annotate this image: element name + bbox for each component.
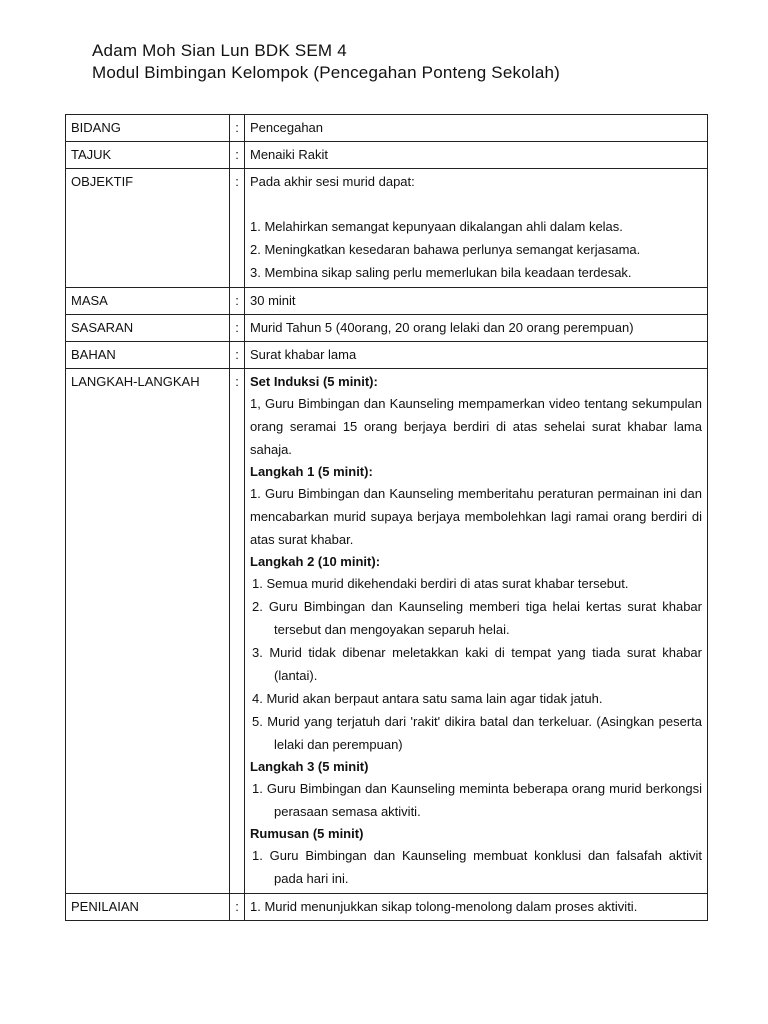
value-sasaran: Murid Tahun 5 (40orang, 20 orang lelaki dan 20 orang perempuan): [245, 315, 708, 342]
row-bidang: [66, 115, 708, 142]
langkah2-item: 5. Murid yang terjatuh dari 'rakit' dikira batal dan terkeluar. (Asingkan peserta lelaki dan perempuan): [252, 714, 702, 752]
langkah1-heading: Langkah 1 (5 minit):: [250, 464, 373, 479]
row-tajuk: [66, 142, 708, 169]
set-induksi-heading: Set Induksi (5 minit):: [250, 374, 378, 389]
colon: :: [230, 142, 245, 169]
row-sasaran: [66, 315, 708, 342]
colon: :: [230, 288, 245, 315]
set-induksi-text: 1, Guru Bimbingan dan Kaunseling mempamerkan video tentang sekumpulan orang seramai 15 orang berjaya berdiri di atas sehelai surat khabar lama sahaja.: [250, 396, 702, 457]
rumusan-heading: Rumusan (5 minit): [250, 826, 364, 841]
label-langkah: LANGKAH-LANGKAH: [66, 369, 230, 894]
label-bidang: BIDANG: [66, 115, 230, 142]
value-bahan: Surat khabar lama: [245, 342, 708, 369]
value-langkah: [245, 369, 708, 894]
langkah2-heading: Langkah 2 (10 minit):: [250, 554, 381, 569]
langkah2-item: 1. Semua murid dikehendaki berdiri di atas surat khabar tersebut.: [252, 576, 629, 591]
header-author-line: Adam Moh Sian Lun BDK SEM 4: [92, 41, 347, 60]
document-header: [92, 40, 560, 84]
row-penilaian: [66, 894, 708, 921]
objektif-item: 1. Melahirkan semangat kepunyaan dikalangan ahli dalam kelas.: [250, 219, 623, 234]
module-table: [65, 114, 708, 921]
colon: :: [230, 169, 245, 288]
colon: :: [230, 369, 245, 894]
langkah2-item: 4. Murid akan berpaut antara satu sama lain agar tidak jatuh.: [252, 691, 603, 706]
label-tajuk: TAJUK: [66, 142, 230, 169]
row-langkah: [66, 369, 708, 894]
rumusan-text: 1. Guru Bimbingan dan Kaunseling membuat konklusi dan falsafah aktivit pada hari ini.: [252, 848, 702, 886]
value-masa: 30 minit: [245, 288, 708, 315]
langkah2-item: 3. Murid tidak dibenar meletakkan kaki di tempat yang tiada surat khabar (lantai).: [252, 645, 702, 683]
langkah3-heading: Langkah 3 (5 minit): [250, 759, 369, 774]
colon: :: [230, 115, 245, 142]
langkah1-text: 1. Guru Bimbingan dan Kaunseling memberitahu peraturan permainan ini dan mencabarkan murid supaya berjaya membolehkan lagi ramai orang berdiri di atas surat khabar.: [250, 486, 702, 547]
row-bahan: [66, 342, 708, 369]
spacer: [250, 192, 702, 215]
colon: :: [230, 315, 245, 342]
colon: :: [230, 894, 245, 921]
value-objektif: [245, 169, 708, 288]
colon: :: [230, 342, 245, 369]
label-bahan: BAHAN: [66, 342, 230, 369]
objektif-item: 2. Meningkatkan kesedaran bahawa perlunya semangat kerjasama.: [250, 242, 641, 257]
objektif-intro: Pada akhir sesi murid dapat:: [250, 174, 415, 189]
row-masa: [66, 288, 708, 315]
label-objektif: OBJEKTIF: [66, 169, 230, 288]
value-bidang: Pencegahan: [245, 115, 708, 142]
label-penilaian: PENILAIAN: [66, 894, 230, 921]
langkah2-item: 2. Guru Bimbingan dan Kaunseling memberi tiga helai kertas surat khabar tersebut dan mengoyakan separuh helai.: [252, 599, 702, 637]
label-masa: MASA: [66, 288, 230, 315]
langkah3-text: 1. Guru Bimbingan dan Kaunseling meminta beberapa orang murid berkongsi perasaan semasa aktiviti.: [252, 781, 702, 819]
header-module-title: Modul Bimbingan Kelompok (Pencegahan Ponteng Sekolah): [92, 63, 561, 82]
label-sasaran: SASARAN: [66, 315, 230, 342]
value-penilaian: 1. Murid menunjukkan sikap tolong-menolong dalam proses aktiviti.: [245, 894, 708, 921]
objektif-item: 3. Membina sikap saling perlu memerlukan bila keadaan terdesak.: [250, 265, 632, 280]
row-objektif: [66, 169, 708, 288]
value-tajuk: Menaiki Rakit: [245, 142, 708, 169]
